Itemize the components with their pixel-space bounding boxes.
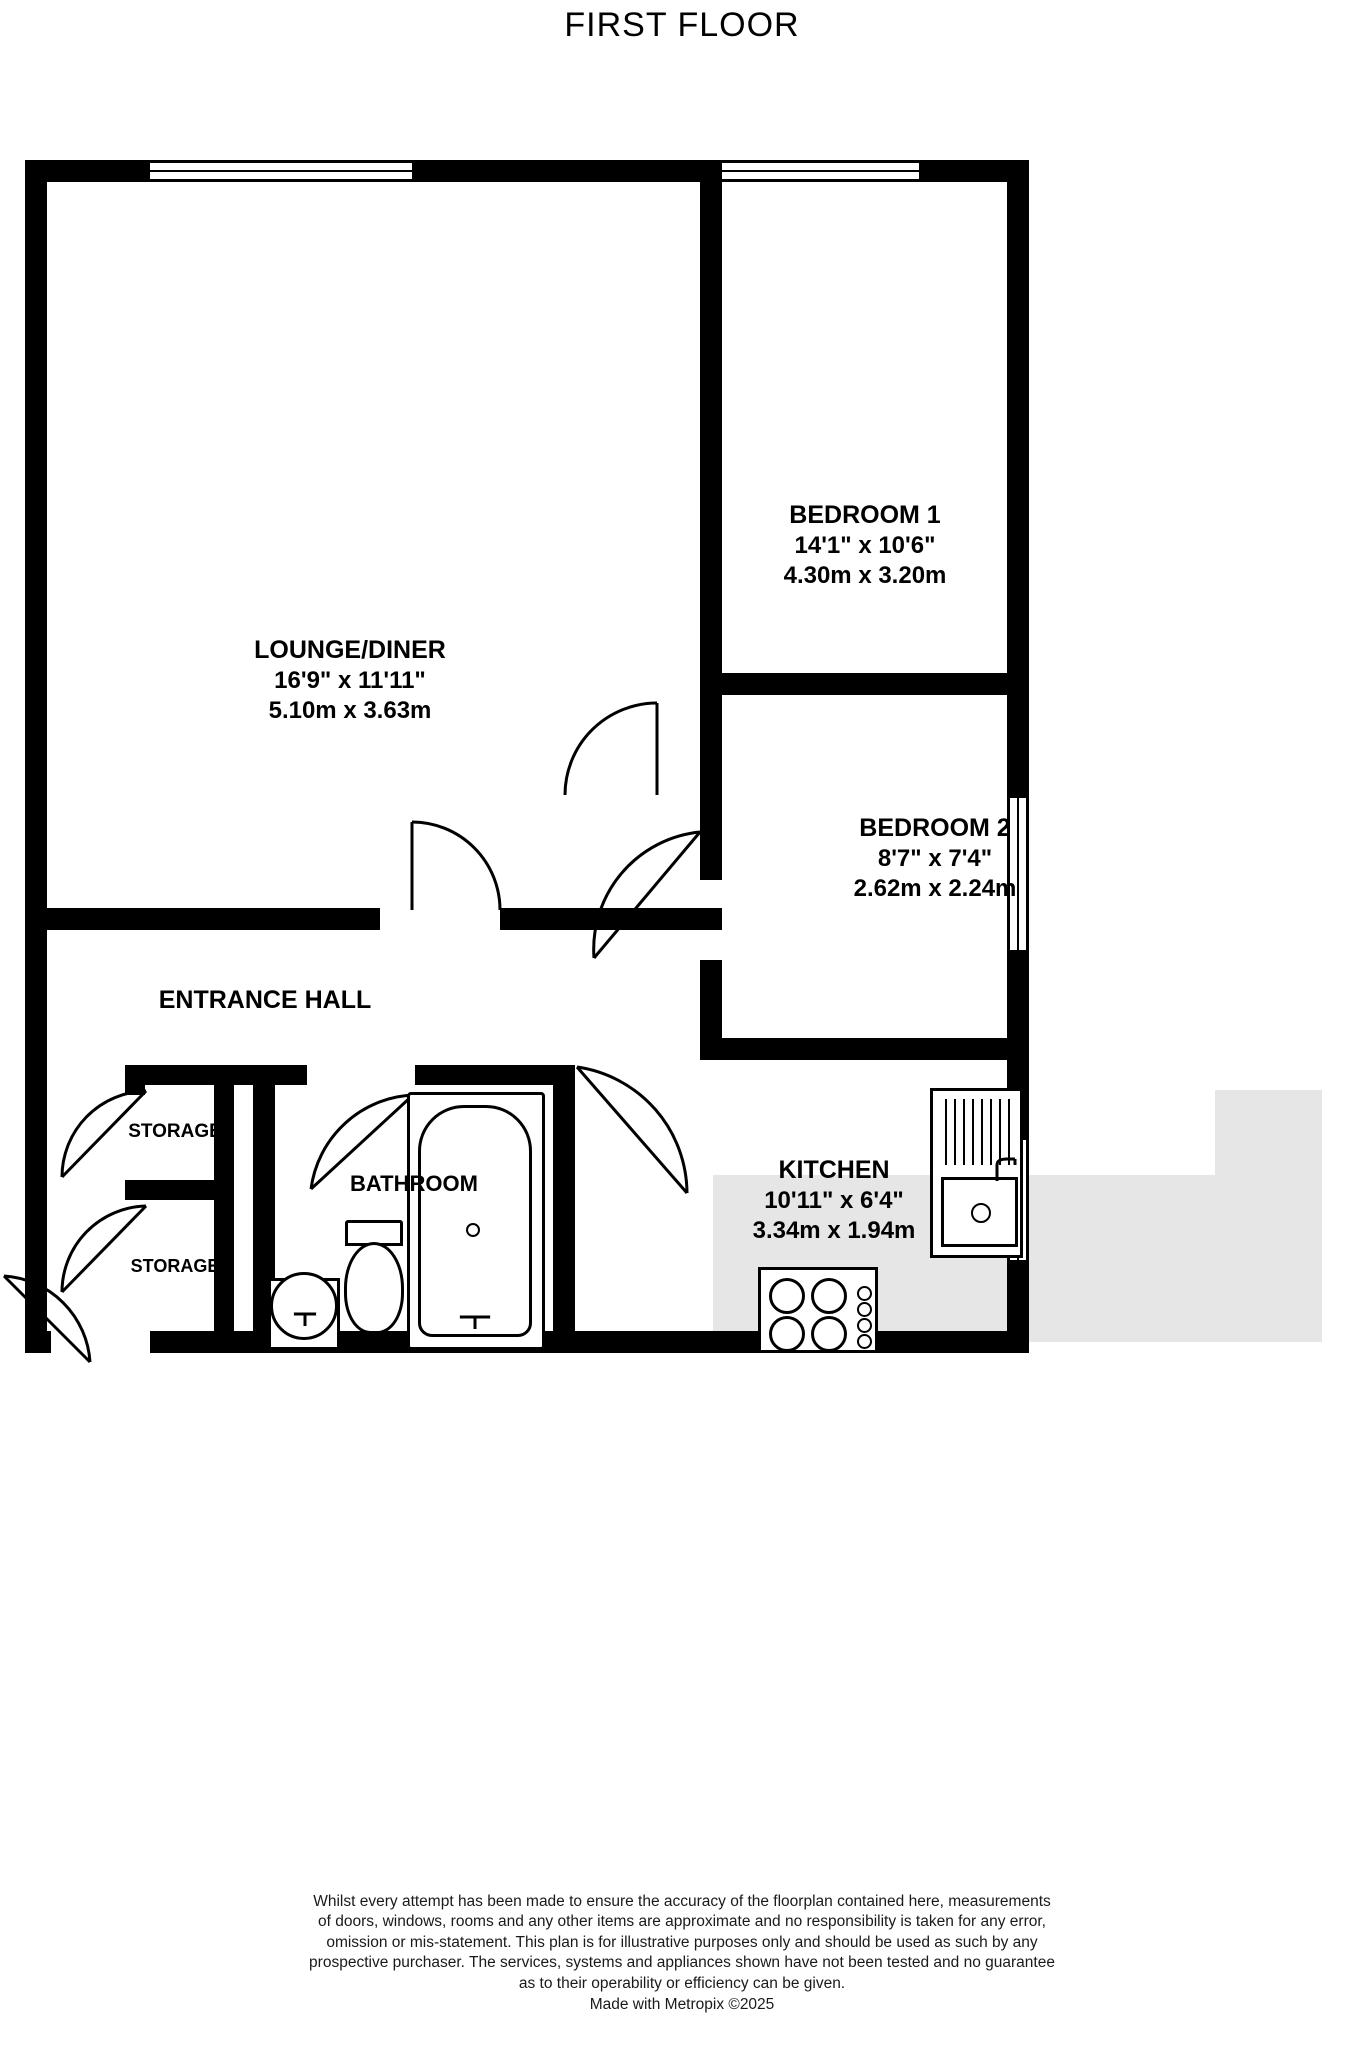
- page-title: FIRST FLOOR: [564, 6, 800, 44]
- exterior-wall-left: [25, 160, 47, 1353]
- partition-wall-bathroom-top-right: [415, 1065, 575, 1085]
- window-bedroom-1: [700, 160, 919, 182]
- room-name: KITCHEN: [778, 1156, 890, 1184]
- room-name: BEDROOM 2: [859, 814, 1011, 842]
- room-label-storage-1: [60, 1120, 290, 1144]
- door-bedroom-1: [560, 703, 710, 803]
- partition-wall-lounge-bottom-left: [25, 908, 380, 930]
- room-dim-metric: 5.10m x 3.63m: [268, 696, 432, 724]
- room-name: ENTRANCE HALL: [158, 986, 372, 1014]
- room-dim-metric: 4.30m x 3.20m: [783, 561, 947, 589]
- hob: [758, 1267, 878, 1353]
- disclaimer-line-4: prospective purchaser. The services, systems and appliances shown have not been tested and no guarantee: [309, 1954, 1055, 1972]
- room-name: STORAGE: [130, 1256, 220, 1276]
- room-label-lounge-diner: [135, 635, 565, 726]
- room-label-kitchen: [636, 1155, 1032, 1246]
- room-name: BATHROOM: [350, 1171, 478, 1196]
- hob-knob-3: [857, 1318, 872, 1333]
- room-name: LOUNGE/DINER: [254, 636, 446, 664]
- hob-burner-3: [769, 1316, 805, 1352]
- made-with-credit: Made with Metropix ©2025: [589, 1996, 775, 2014]
- room-label-bedroom-2: [725, 813, 1145, 904]
- hob-burner-2: [811, 1278, 847, 1314]
- exterior-wall-top-middle: [412, 160, 700, 182]
- hob-knob-4: [857, 1334, 872, 1349]
- hob-knob-2: [857, 1302, 872, 1317]
- partition-wall-bedroom2-bottom: [700, 1038, 1029, 1060]
- room-name: BEDROOM 1: [789, 501, 941, 529]
- room-dim-metric: 3.34m x 1.94m: [752, 1216, 916, 1244]
- disclaimer-line-1: Whilst every attempt has been made to ensure the accuracy of the floorplan contained here, measurements: [313, 1893, 1051, 1910]
- room-label-entrance-hall: [75, 985, 455, 1016]
- door-bedroom-2: [592, 830, 717, 970]
- window-lounge: [150, 160, 412, 182]
- room-dim-imperial: 10'11" x 6'4": [764, 1187, 904, 1214]
- room-name: STORAGE: [128, 1121, 222, 1142]
- hob-knob-1: [857, 1286, 872, 1301]
- exterior-wall-right-upper: [1007, 160, 1029, 798]
- hob-burner-1: [769, 1278, 805, 1314]
- room-label-storage-2: [60, 1255, 290, 1277]
- toilet: [344, 1242, 404, 1334]
- kitchen-floor-fill-strip: [1215, 1090, 1322, 1220]
- floorplan-diagram: [0, 130, 1364, 1430]
- door-lounge: [375, 820, 510, 915]
- disclaimer-line-5: as to their operability or efficiency can be given.: [518, 1974, 846, 1992]
- disclaimer: [0, 1892, 1364, 2016]
- bathtub-taps-icon: [445, 1295, 505, 1335]
- room-dim-imperial: 16'9" x 11'11": [274, 667, 426, 694]
- room-dim-imperial: 8'7" x 7'4": [877, 845, 993, 872]
- room-dim-imperial: 14'1" x 10'6": [794, 532, 936, 559]
- washbasin-taps-icon: [282, 1300, 328, 1334]
- partition-wall-bedroom1-bedroom2: [700, 673, 1029, 695]
- room-label-bedroom-1: [655, 500, 1075, 591]
- room-label-bathroom: [253, 1170, 575, 1197]
- partition-wall-kitchen-left: [553, 1065, 575, 1353]
- disclaimer-line-3: omission or mis-statement. This plan is for illustrative purposes only and should be used as such by any: [326, 1933, 1038, 1951]
- bathtub-plug: [466, 1223, 480, 1237]
- hob-burner-4: [811, 1316, 847, 1352]
- disclaimer-line-2: of doors, windows, rooms and any other items are approximate and no responsibility is taken for any error,: [317, 1913, 1046, 1931]
- room-dim-metric: 2.62m x 2.24m: [853, 874, 1017, 902]
- door-entrance: [0, 1270, 100, 1380]
